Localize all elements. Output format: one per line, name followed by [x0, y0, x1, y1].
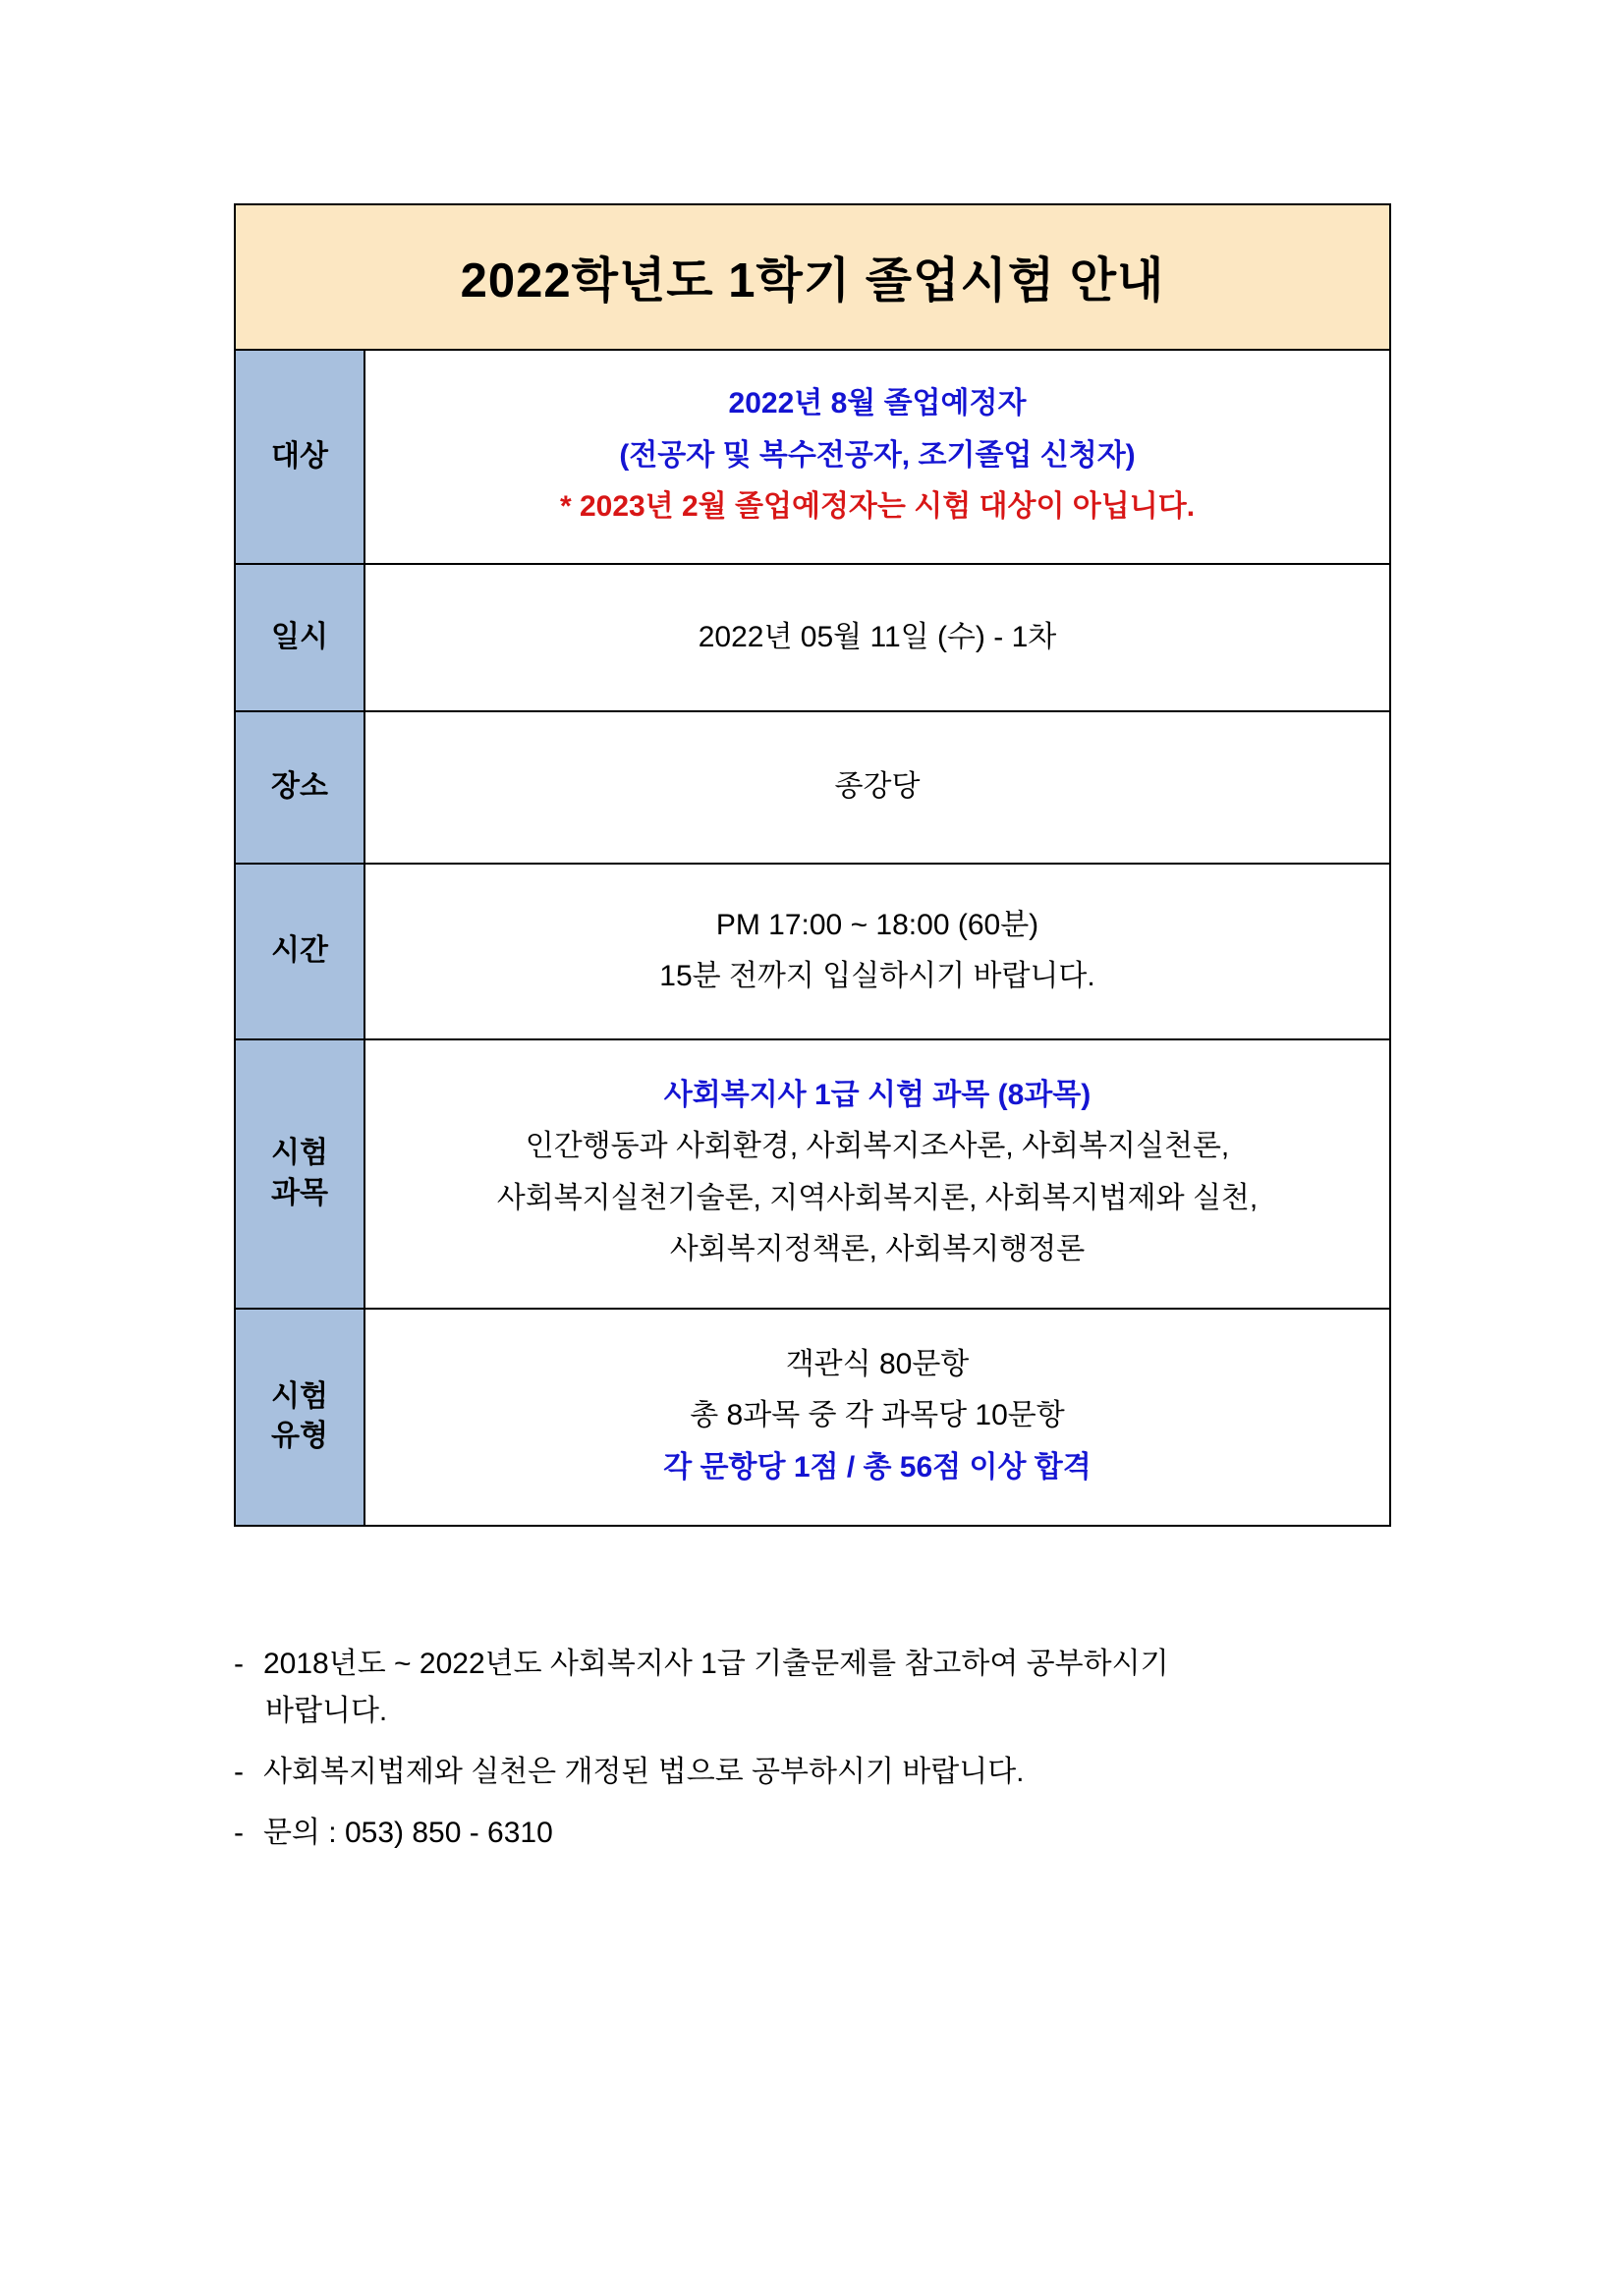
subjects-line-1: 사회복지사 1급 시험 과목 (8과목) — [663, 1078, 1092, 1111]
row-value-datetime — [364, 564, 1390, 712]
row-label-exam-type — [235, 1309, 364, 1527]
note-text-main: 문의 : 053) 850 - 6310 — [263, 1817, 553, 1849]
row-label-time: 시간 — [235, 864, 364, 1039]
table-row-title — [235, 204, 1390, 350]
table-row-place — [235, 711, 1390, 864]
note-dash: - — [234, 1648, 244, 1680]
target-line-3: * 2023년 2월 졸업예정자는 시험 대상이 아닙니다. — [559, 490, 1196, 523]
row-label-target: 대상 — [235, 350, 364, 564]
exam-type-line-2: 총 8과목 중 각 과목당 10문항 — [690, 1399, 1065, 1431]
note-dash: - — [234, 1756, 244, 1788]
note-text-main: 사회복지법제와 실천은 개정된 법으로 공부하시기 바랍니다. — [263, 1756, 1025, 1788]
note-item — [234, 1749, 1413, 1796]
exam-type-line-1: 객관식 80문항 — [785, 1347, 970, 1380]
table-row-subjects — [235, 1039, 1390, 1309]
row-value-time — [364, 864, 1390, 1039]
table-row-target — [235, 350, 1390, 564]
notes-list — [234, 1641, 1413, 1871]
note-text-continuation: 바랍니다. — [265, 1695, 388, 1727]
datetime-line-1: 2022년 05월 11일 (수) - 1차 — [698, 620, 1057, 653]
row-label-subjects — [235, 1039, 364, 1309]
row-label-subjects-line2: 과목 — [271, 1176, 328, 1209]
row-label-place: 장소 — [235, 711, 364, 864]
page-title: 2022학년도 1학기 졸업시험 안내 — [235, 204, 1390, 350]
row-value-place — [364, 711, 1390, 864]
target-line-1: 2022년 8월 졸업예정자 — [728, 387, 1027, 420]
note-item — [234, 1810, 1413, 1857]
row-label-exam-type-line2: 유형 — [271, 1420, 328, 1453]
note-text-main: 2018년도 ~ 2022년도 사회복지사 1급 기출문제를 참고하여 공부하시기 — [263, 1648, 1169, 1680]
time-line-1: PM 17:00 ~ 18:00 (60분) — [715, 908, 1039, 941]
note-item — [234, 1641, 1413, 1735]
note-text — [263, 1641, 1413, 1735]
note-text — [263, 1749, 1413, 1796]
subjects-line-4: 사회복지정책론, 사회복지행정론 — [669, 1233, 1086, 1265]
subjects-line-2: 인간행동과 사회환경, 사회복지조사론, 사회복지실천론, — [525, 1130, 1230, 1162]
place-line-1: 종강당 — [834, 770, 921, 803]
row-label-subjects-line1: 시험 — [271, 1137, 328, 1169]
exam-type-line-3: 각 문항당 1점 / 총 56점 이상 합격 — [663, 1450, 1092, 1484]
exam-info-table — [234, 203, 1391, 1527]
row-value-subjects — [364, 1039, 1390, 1309]
table-row-time — [235, 864, 1390, 1039]
row-label-datetime: 일시 — [235, 564, 364, 712]
time-line-2: 15분 전까지 입실하시기 바랍니다. — [659, 960, 1095, 992]
table-row-datetime — [235, 564, 1390, 712]
note-dash: - — [234, 1817, 244, 1849]
row-value-target — [364, 350, 1390, 564]
subjects-line-3: 사회복지실천기술론, 지역사회복지론, 사회복지법제와 실천, — [496, 1181, 1259, 1214]
note-text — [263, 1810, 1413, 1857]
row-label-exam-type-line1: 시험 — [271, 1379, 328, 1413]
table-row-exam-type — [235, 1309, 1390, 1527]
target-line-2: (전공자 및 복수전공자, 조기졸업 신청자) — [619, 438, 1136, 472]
row-value-exam-type — [364, 1309, 1390, 1527]
